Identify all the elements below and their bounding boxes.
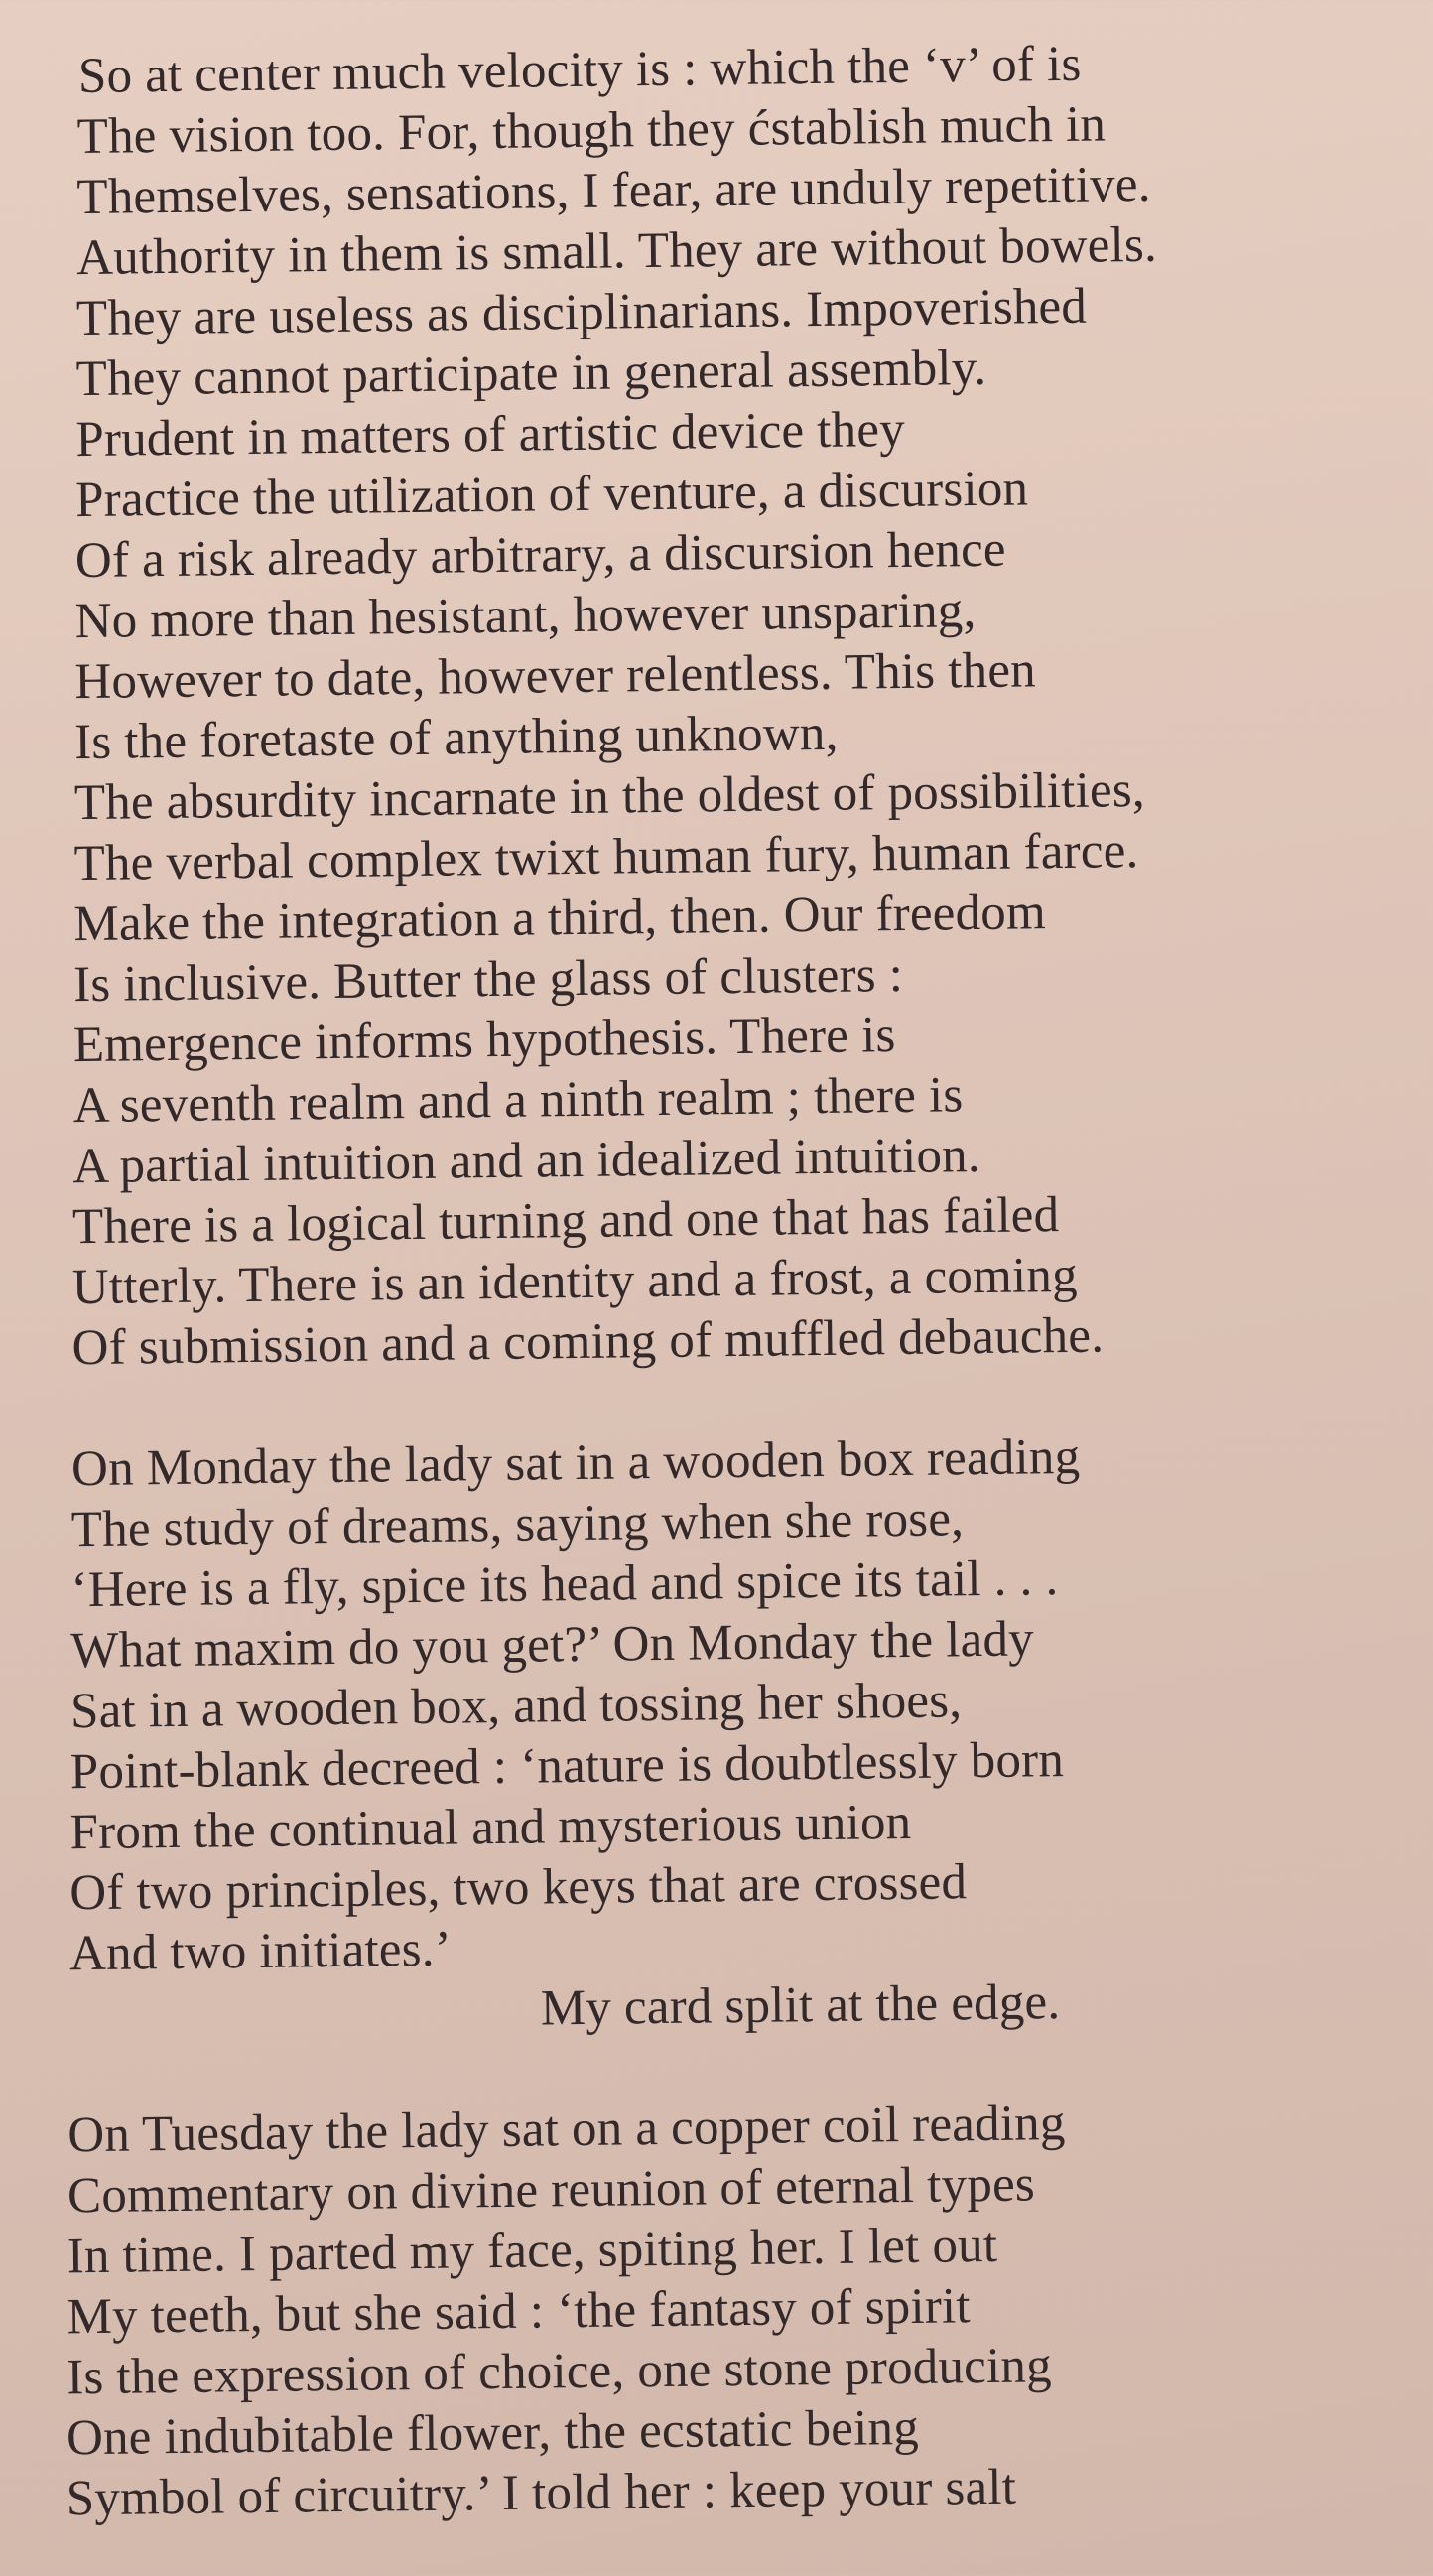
- poem-line: In time. I parted my face, spiting her. I let out: [66, 2217, 998, 2285]
- poem-line: A partial intuition and an idealized intuition.: [72, 1128, 981, 1195]
- poem-line: One indubitable flower, the ecstatic being: [65, 2399, 920, 2467]
- poem-line: The study of dreams, saying when she rose,: [70, 1491, 965, 1559]
- poem-line: Sat in a wooden box, and tossing her shoes,: [69, 1673, 963, 1740]
- poem-line: On Tuesday the lady sat on a copper coil reading: [66, 2096, 1066, 2164]
- poem-line: A seventh realm and a ninth realm ; there is: [72, 1067, 964, 1135]
- poem-line: The vision too. For, though they ćstablish much in: [76, 96, 1107, 166]
- poem-line: My teeth, but she said : ‘the fantasy of spirit: [66, 2278, 972, 2346]
- poem-line: What maxim do you get?’ On Monday the lady: [69, 1611, 1035, 1680]
- poem-line: Prudent in matters of artistic device they: [75, 401, 906, 469]
- poem-line: Of a risk already arbitrary, a discursion hence: [74, 521, 1007, 590]
- poem-line: Utterly. There is an identity and a frost, a coming: [71, 1247, 1079, 1316]
- poem-line: However to date, however relentless. This then: [74, 642, 1037, 711]
- poem-line: And two initiates.’: [68, 1921, 453, 1982]
- poem-line-indented: My card split at the edge.: [540, 1974, 1061, 2037]
- stanza-3: [26, 2089, 1433, 2530]
- poem-line: Symbol of circuitry.’ I told her : keep your salt: [65, 2459, 1017, 2527]
- poem-line: Of submission and a coming of muffled debauche.: [71, 1307, 1105, 1377]
- stanza-2: [18, 1423, 1433, 2046]
- poem-line: Emergence informs hypothesis. There is: [72, 1008, 896, 1074]
- poem-line: Point-blank decreed : ‘nature is doubtlessly born: [69, 1732, 1065, 1801]
- poem-line: ‘Here is a fly, spice its head and spice its tail . . .: [70, 1551, 1059, 1619]
- poem-line: They cannot participate in general assembly.: [75, 339, 987, 408]
- poem-line: The absurdity incarnate in the oldest of possibilities,: [73, 761, 1146, 832]
- poem-line: On Monday the lady sat in a wooden box reading: [70, 1428, 1081, 1498]
- poem-line: No more than hesistant, however unsparing,: [74, 583, 977, 650]
- poem-line: There is a logical turning and one that has failed: [71, 1187, 1060, 1256]
- poem-line: Practice the utilization of venture, a discursion: [74, 461, 1029, 529]
- poem-line: Is inclusive. Butter the glass of clusters :: [72, 946, 904, 1014]
- poem-line: Is the foretaste of anything unknown,: [73, 705, 839, 771]
- poem-line: So at center much velocity is : which the ‘v’ of is: [77, 36, 1082, 105]
- poem-line: Themselves, sensations, I fear, are unduly repetitive.: [76, 156, 1151, 226]
- poem-line: Of two principles, two keys that are crossed: [68, 1854, 968, 1922]
- poem-line: From the continual and mysterious union: [69, 1794, 912, 1861]
- poem-line: The verbal complex twixt human fury, human farce.: [73, 823, 1139, 892]
- stanza-1: [1, 30, 1433, 1380]
- poem-line: Authority in them is small. They are without bowels.: [75, 216, 1158, 287]
- poem-line: Commentary on divine reunion of eternal types: [66, 2156, 1036, 2225]
- poem-line: Is the expression of choice, one stone producing: [65, 2338, 1053, 2406]
- poem-line: Make the integration a third, then. Our freedom: [73, 884, 1047, 953]
- poem-line: They are useless as disciplinarians. Impoverished: [75, 278, 1088, 347]
